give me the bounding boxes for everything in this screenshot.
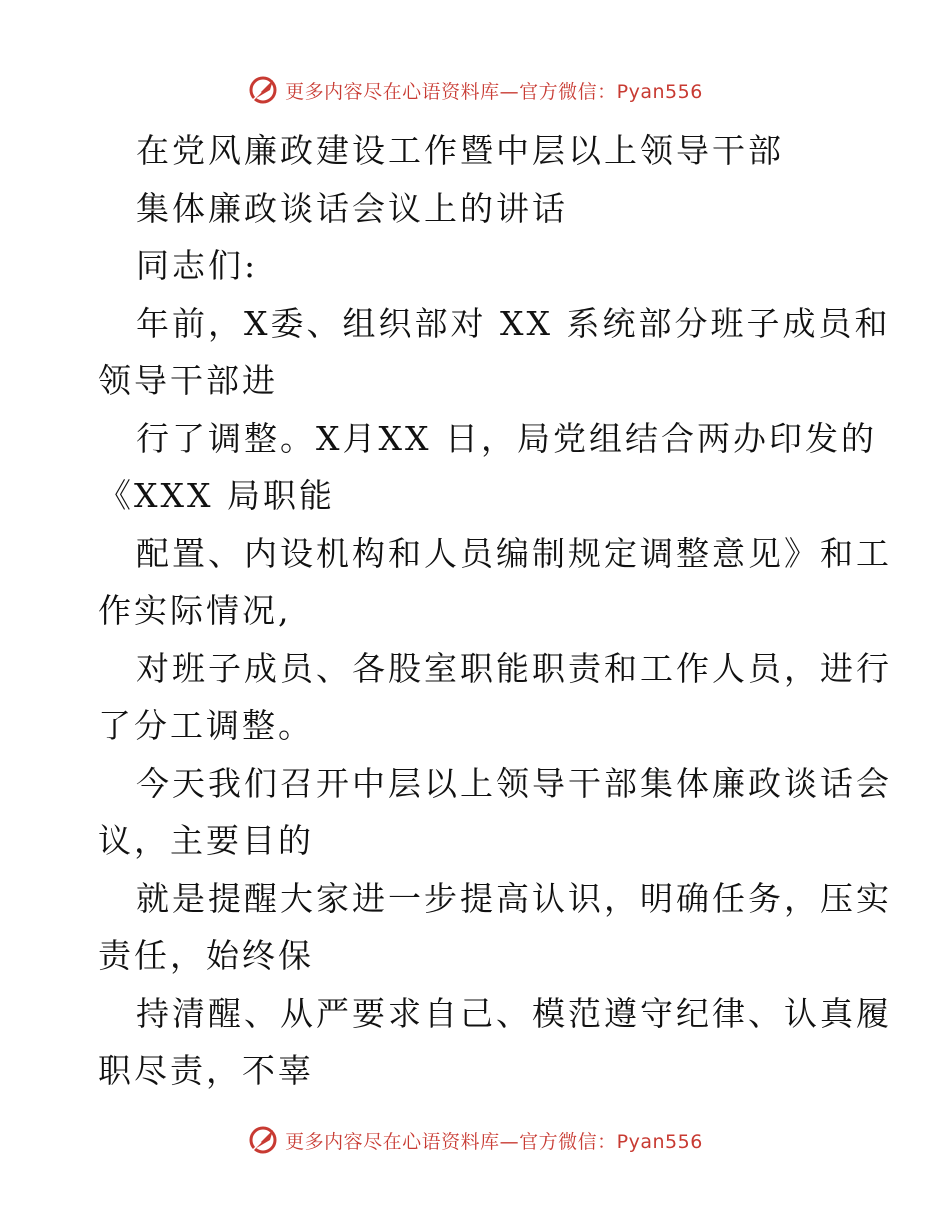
header-banner <box>0 70 950 110</box>
salutation: 同志们: <box>136 246 259 285</box>
paragraph-line: 就是提醒大家进一步提高认识，明确任务，压实 <box>136 878 892 918</box>
paragraph-line: 对班子成员、各股室职能职责和工作人员，进行 <box>136 648 892 688</box>
paragraph-line: 作实际情况, <box>98 591 292 630</box>
paragraph-line: 行了调整。X月XX 日，局党组结合两办印发的 <box>136 418 877 458</box>
paragraph-line: 配置、内设机构和人员编制规定调整意见》和工 <box>136 533 892 573</box>
footer-banner <box>0 1120 950 1160</box>
quill-pen-icon <box>247 1124 279 1156</box>
quill-pen-icon <box>247 74 279 106</box>
paragraph-line: 年前，X委、组织部对 XX 系统部分班子成员和 <box>136 303 891 343</box>
paragraph-line: 领导干部进 <box>98 361 278 400</box>
paragraph-line: 职尽责，不辜 <box>98 1051 314 1090</box>
document-body <box>98 122 892 1100</box>
paragraph-line: 持清醒、从严要求自己、模范遵守纪律、认真履 <box>136 993 892 1033</box>
doc-title-line-1: 在党风廉政建设工作暨中层以上领导干部 <box>136 131 784 170</box>
paragraph-line: 责任，始终保 <box>98 936 314 975</box>
footer-banner-text: 更多内容尽在心语资料库—官方微信：Pyan556 <box>285 1130 703 1153</box>
paragraph-line: 了分工调整。 <box>98 706 314 745</box>
paragraph-line: 今天我们召开中层以上领导干部集体廉政谈话会 <box>136 763 892 803</box>
header-banner-text: 更多内容尽在心语资料库—官方微信：Pyan556 <box>285 80 703 103</box>
doc-title-line-2: 集体廉政谈话会议上的讲话 <box>136 188 568 228</box>
paragraph-line: 议，主要目的 <box>98 821 314 860</box>
paragraph-line: 《XXX 局职能 <box>98 476 335 515</box>
